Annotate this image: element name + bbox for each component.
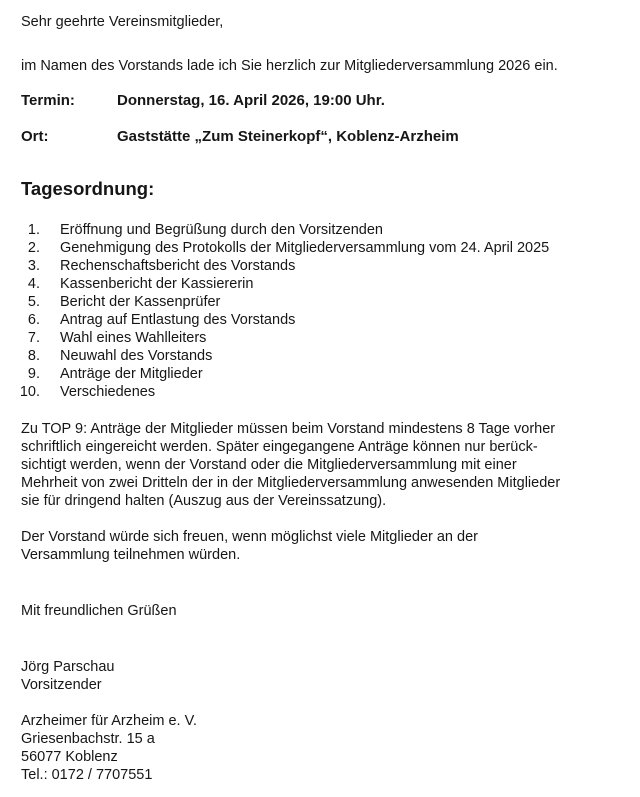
- agenda-item-number: 2.: [27, 240, 40, 256]
- agenda-list: [0, 221, 640, 401]
- agenda-item-text: Anträge der Mitglieder: [60, 366, 203, 382]
- agenda-item: [0, 293, 640, 311]
- agenda-item-text: Rechenschaftsbericht des Vorstands: [60, 258, 296, 274]
- agenda-item-text: Eröffnung und Begrüßung durch den Vorsitzenden: [60, 222, 383, 238]
- ort-value: Gaststätte „Zum Steinerkopf“, Koblenz-Arzheim: [117, 128, 459, 145]
- agenda-item-text: Wahl eines Wahlleiters: [60, 330, 207, 346]
- agenda-item: [0, 239, 640, 257]
- agenda-item-text: Verschiedenes: [60, 384, 156, 400]
- agenda-item-text: Antrag auf Entlastung des Vorstands: [60, 312, 296, 328]
- ort-label: Ort:: [21, 128, 49, 145]
- agenda-item: [0, 275, 640, 293]
- top9-note-line: schriftlich eingereicht werden. Später eingegangene Anträge können nur berück-: [21, 439, 538, 455]
- agenda-item-text: Genehmigung des Protokolls der Mitgliederversammlung vom 24. April 2025: [60, 240, 550, 256]
- top9-note-line: Mehrheit von zwei Dritteln der in der Mitgliederversammlung anwesenden Mitglieder: [21, 475, 561, 491]
- agenda-item-number: 3.: [27, 258, 40, 274]
- agenda-item: [0, 257, 640, 275]
- closing-salutation: Mit freundlichen Grüßen: [21, 603, 177, 619]
- agenda-item-number: 9.: [27, 366, 40, 382]
- termin-label: Termin:: [21, 92, 75, 109]
- agenda-item-text: Neuwahl des Vorstands: [60, 348, 213, 364]
- address-line: Arzheimer für Arzheim e. V.: [21, 713, 197, 729]
- termin-value: Donnerstag, 16. April 2026, 19:00 Uhr.: [117, 92, 385, 109]
- agenda-item-number: 6.: [27, 312, 40, 328]
- agenda-item-number: 7.: [27, 330, 40, 346]
- intro-text: im Namen des Vorstands lade ich Sie herzlich zur Mitgliederversammlung 2026 ein.: [21, 58, 558, 74]
- address-line: Griesenbachstr. 15 a: [21, 731, 155, 747]
- agenda-item: [0, 365, 640, 383]
- agenda-item-number: 10.: [19, 384, 40, 400]
- agenda-title: Tagesordnung:: [21, 178, 155, 199]
- address-line: 56077 Koblenz: [21, 749, 118, 765]
- agenda-item: [0, 347, 640, 365]
- agenda-item-number: 5.: [27, 294, 40, 310]
- agenda-item: [0, 311, 640, 329]
- top9-note-line: sie für dringend halten (Auszug aus der Vereinssatzung).: [21, 493, 387, 509]
- agenda-item: [0, 221, 640, 239]
- closing-note: [21, 528, 621, 564]
- agenda-item-number: 1.: [27, 222, 40, 238]
- top9-note: [21, 420, 621, 510]
- agenda-item-number: 4.: [27, 276, 40, 292]
- address-line: Tel.: 0172 / 7707551: [21, 767, 153, 783]
- top9-note-line: Zu TOP 9: Anträge der Mitglieder müssen beim Vorstand mindestens 8 Tage vorher: [21, 421, 556, 437]
- agenda-item-number: 8.: [27, 348, 40, 364]
- agenda-item: [0, 329, 640, 347]
- agenda-item-text: Kassenbericht der Kassiererin: [60, 276, 254, 292]
- signer-name: Jörg Parschau: [21, 659, 115, 675]
- greeting: Sehr geehrte Vereinsmitglieder,: [21, 14, 224, 30]
- agenda-item-text: Bericht der Kassenprüfer: [60, 294, 221, 310]
- top9-note-line: sichtigt werden, wenn der Vorstand oder die Mitgliederversammlung mit einer: [21, 457, 517, 473]
- signer-role: Vorsitzender: [21, 677, 102, 693]
- closing-note-line: Versammlung teilnehmen würden.: [21, 547, 241, 563]
- closing-note-line: Der Vorstand würde sich freuen, wenn möglichst viele Mitglieder an der: [21, 529, 478, 545]
- agenda-item: [0, 383, 640, 401]
